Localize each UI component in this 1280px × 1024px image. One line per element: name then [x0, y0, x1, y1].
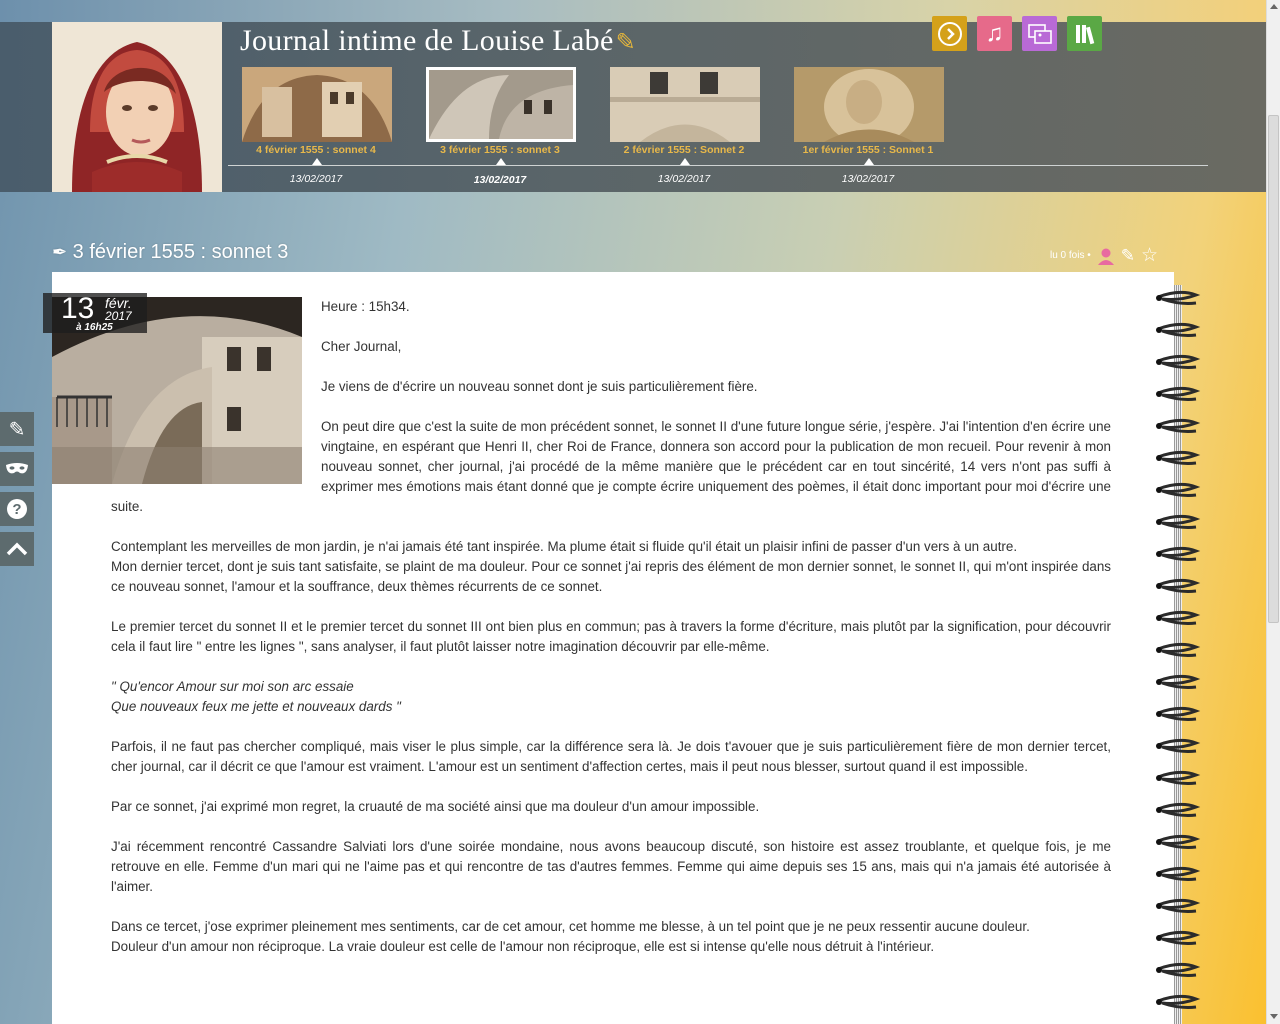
notebook-ring: [1156, 996, 1196, 1007]
scrollbar-thumb[interactable]: [1268, 115, 1279, 623]
quote-line: Que nouveaux feux me jette et nouveaux dards ": [111, 699, 401, 714]
post-paragraph: Le premier tercet du sonnet II et le premier tercet du sonnet III ont bien plus en commun; pas à travers la forme d'écriture, mais plutôt par la signification, pour découvrir cela il faut lire " entre les lignes ", sans analyser, il faut plutôt laisser notre imagination découvrir par elle-même.: [111, 619, 1111, 654]
timeline-thumb-1[interactable]: [242, 67, 392, 142]
timeline-date-1: 13/02/2017: [289, 173, 343, 185]
post-paragraph: Dans ce tercet, j'ose exprimer pleinement mes sentiments, car de cet amour, cet homme me blesse, à un tel point que je ne peux ressentir aucune douleur.: [111, 919, 1030, 934]
slideshow-button[interactable]: [1022, 16, 1057, 51]
scroll-top-button[interactable]: [0, 532, 34, 566]
timeline-date-3: 13/02/2017: [657, 173, 711, 185]
notebook-ring: [1156, 868, 1196, 879]
date-month: févr.: [105, 295, 132, 311]
post-paragraph: Je viens de d'écrire un nouveau sonnet dont je suis particulièrement fière.: [321, 379, 758, 394]
edit-icon: ✎: [8, 418, 26, 441]
music-button[interactable]: [977, 16, 1012, 51]
post-paragraph: Mon dernier tercet, dont je suis tant satisfaite, se plaint de ma douleur. Pour ce sonnet j'ai repris des élément de mon dernier sonnet, le sonnet II, qui m'ont inspirée dans ce nouveau sonnet, l'amour et la souffrance, deux thèmes récurrents de ce sonnet.: [111, 559, 1111, 594]
scroll-up-arrow[interactable]: [1270, 4, 1278, 9]
timeline-label-3[interactable]: 2 février 1555 : Sonnet 2: [623, 144, 745, 156]
timeline-thumb-4[interactable]: [794, 67, 944, 142]
notebook-ring: [1156, 644, 1196, 655]
notebook-ring: [1156, 548, 1196, 559]
timeline-label-4[interactable]: 1er février 1555 : Sonnet 1: [802, 144, 934, 156]
timeline-label-1[interactable]: 4 février 1555 : sonnet 4: [256, 144, 376, 156]
notebook-ring: [1156, 676, 1196, 687]
library-icon: [1073, 22, 1097, 46]
top-icon-bar: [932, 16, 1102, 51]
date-day: 13: [61, 292, 95, 325]
post-content: [111, 297, 1111, 977]
post-paragraph: Par ce sonnet, j'ai exprimé mon regret, la cruauté de ma société ainsi que ma douleur d'un amour impossible.: [111, 799, 760, 814]
notebook-rings: [1150, 285, 1210, 1024]
post-paragraph: J'ai récemment rencontré Cassandre Salviati lors d'une soirée mondaine, nous avons beaucoup discuté, son histoire est assez troublante, et quelque fois, je me retrouve en elle. Femme d'un mari qui ne l'aime pas et qui rencontre de tas d'autres femmes. Femme qui aime depuis ses 15 ans, mais qui n'a jamais été autorisée à l'aimer.: [111, 839, 1111, 894]
side-toolbar: [0, 412, 34, 566]
help-button[interactable]: [0, 492, 34, 526]
edit-button[interactable]: [0, 412, 34, 446]
timeline-marker-1[interactable]: [312, 158, 322, 165]
notebook-ring: [1156, 580, 1196, 591]
timeline-marker-3[interactable]: [680, 158, 690, 165]
post-paragraph: Contemplant les merveilles de mon jardin, je n'ai jamais été tant inspirée. Ma plume était si fluide qu'il était un plaisir infini de passer d'un vers à un autre.: [111, 539, 1018, 554]
post-paragraph: Douleur d'un amour non réciproque. La vraie douleur est celle de l'amour non réciproque, elle est si intense qu'elle nous détruit à l'intérieur.: [111, 939, 935, 954]
vertical-scrollbar[interactable]: [1266, 0, 1280, 1024]
notebook-ring: [1156, 708, 1196, 719]
blog-header: [0, 19, 1266, 192]
date-year: 2017: [105, 309, 132, 323]
post-title: [52, 241, 288, 264]
notebook-ring: [1156, 516, 1196, 527]
timeline-thumb-2[interactable]: [426, 67, 576, 142]
notebook-ring: [1156, 420, 1196, 431]
help-icon: [6, 498, 28, 520]
notebook-ring: [1156, 836, 1196, 847]
notebook-ring: [1156, 324, 1196, 335]
quill-icon: ✒: [52, 242, 68, 262]
scroll-down-arrow[interactable]: [1270, 1014, 1278, 1019]
mask-button[interactable]: [0, 452, 34, 486]
post-paragraph: On peut dire que c'est la suite de mon précédent sonnet, le sonnet II d'une future longue série, j'espère. J'ai l'intention d'en écrire une vingtaine, en espérant que Henri II, cher Roi de France, donnera son accord pour la publication de mon recueil. Pour revenir à mon nouveau sonnet, cher journal, j'ai procédé de la même manière que le précédent car en tout sincérité, 14 vers n'ont pas suffi à exprimer mes émotions mais étant donné que je compte écrire uniquement des poèmes, il était donc important pour moi d'écrire une suite.: [111, 419, 1111, 514]
notebook-ring: [1156, 740, 1196, 751]
timeline-marker-2[interactable]: [496, 158, 506, 165]
post-paragraph: Cher Journal,: [321, 339, 402, 354]
notebook-ring: [1156, 900, 1196, 911]
notebook-ring: [1156, 292, 1196, 303]
post-paragraph: Heure : 15h34.: [321, 299, 410, 314]
notebook-ring: [1156, 484, 1196, 495]
timeline-marker-4[interactable]: [864, 158, 874, 165]
notebook-ring: [1156, 612, 1196, 623]
slideshow-icon: [1027, 23, 1053, 45]
edit-icon[interactable]: ✎: [1120, 245, 1135, 265]
notebook-ring: [1156, 772, 1196, 783]
blog-title[interactable]: [240, 24, 636, 58]
date-time: à 16h25: [76, 322, 113, 333]
blog-title-text: Journal intime de Louise Labé: [240, 24, 614, 57]
timeline-bar[interactable]: [228, 165, 1208, 166]
notebook-ring: [1156, 388, 1196, 399]
read-count: lu 0 fois •: [1050, 250, 1091, 261]
music-icon: ♫: [985, 19, 1004, 47]
star-icon[interactable]: ☆: [1141, 245, 1159, 266]
quill-icon: ✎: [615, 30, 637, 56]
svg-text:?: ?: [12, 501, 22, 518]
notebook-ring: [1156, 356, 1196, 367]
notebook-ring: [1156, 804, 1196, 815]
notebook-ring: [1156, 964, 1196, 975]
scroll-top-icon: [6, 541, 28, 557]
timeline-thumb-3[interactable]: [610, 67, 760, 142]
timeline-date-4: 13/02/2017: [841, 173, 895, 185]
post-title-text: 3 février 1555 : sonnet 3: [72, 241, 289, 263]
quote-line: " Qu'encor Amour sur moi son arc essaie: [111, 679, 354, 694]
author-icon[interactable]: [1097, 247, 1115, 265]
timeline-date-2: 13/02/2017: [473, 174, 527, 186]
next-button[interactable]: [932, 16, 967, 51]
post-paragraph: Parfois, il ne faut pas chercher compliqué, mais viser le plus simple, car la différence sera là. Je dois t'avouer que je suis particulièrement fière de mon dernier tercet, cher journal, car il décrit ce que l'amour est vraiment. L'amour est un sentiment d'affection certes, mais il peut nous blesser, surtout quand il est impossible.: [111, 739, 1111, 774]
timeline-label-2[interactable]: 3 février 1555 : sonnet 3: [440, 144, 560, 156]
mask-icon: [5, 461, 29, 477]
next-icon: [937, 21, 963, 47]
notebook-ring: [1156, 932, 1196, 943]
post-meta: [1050, 244, 1158, 267]
library-button[interactable]: [1067, 16, 1102, 51]
author-portrait[interactable]: [52, 22, 222, 192]
notebook-ring: [1156, 452, 1196, 463]
